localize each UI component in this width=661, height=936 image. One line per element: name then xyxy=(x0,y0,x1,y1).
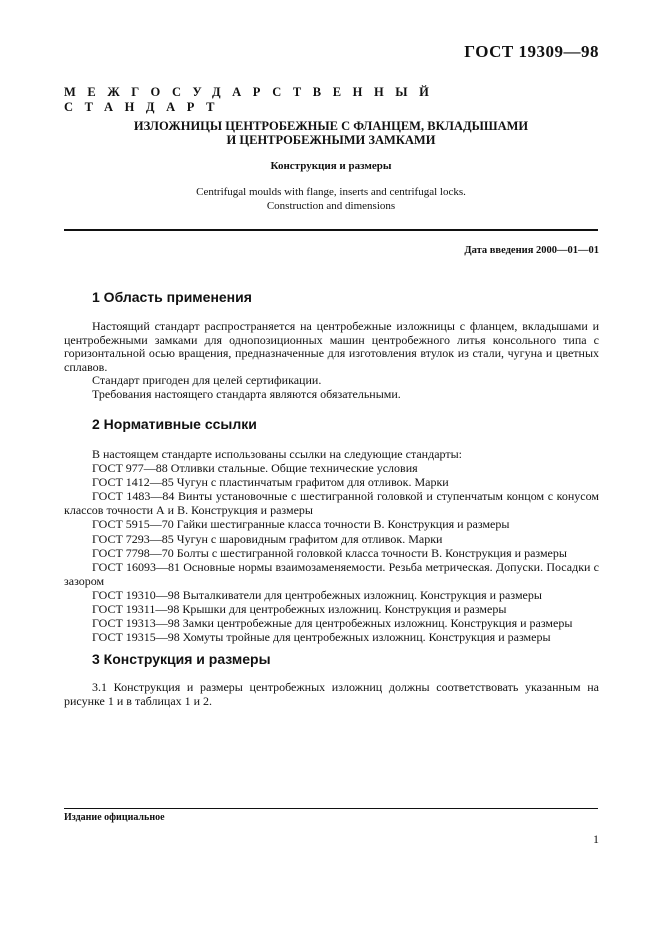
section2-heading: 2 Нормативные ссылки xyxy=(92,416,257,432)
reference-item: ГОСТ 16093—81 Основные нормы взаимозаменяемости. Резьба метрическая. Допуски. Посадки с зазором xyxy=(64,559,599,588)
section1-paragraph: Требования настоящего стандарта являются обязательными. xyxy=(92,386,401,401)
document-title-ru xyxy=(64,119,598,147)
section1-paragraph: Настоящий стандарт распространяется на центробежные изложницы с фланцем, вкладышами и центробежными замками для однопозиционных машин центробежного литья консольного типа с горизонтальной осью вращения, предназначенные для изготовления втулок из стали, чугуна и цветных сплавов. xyxy=(64,319,599,374)
reference-item: ГОСТ 19310—98 Выталкиватели для центробежных изложниц. Конструкция и размеры xyxy=(92,587,542,602)
standard-code: ГОСТ 19309—98 xyxy=(464,42,599,61)
document-subtitle-ru: Конструкция и размеры xyxy=(270,160,392,172)
section2-intro: В настоящем стандарте использованы ссылки на следующие стандарты: xyxy=(92,447,463,461)
reference-item: ГОСТ 5915—70 Гайки шестигранные класса точности В. Конструкция и размеры xyxy=(92,517,510,532)
section1-body xyxy=(64,320,599,401)
reference-item: ГОСТ 7798—70 Болты с шестигранной головкой класса точности В. Конструкция и размеры xyxy=(92,545,567,560)
title-ru-line2: И ЦЕНТРОБЕЖНЫМИ ЗАМКАМИ xyxy=(226,133,436,147)
reference-item: ГОСТ 977—88 Отливки стальные. Общие технические условия xyxy=(92,461,418,476)
official-edition-label: Издание официальное xyxy=(64,812,165,823)
section2-body xyxy=(64,447,599,644)
reference-item: ГОСТ 1412—85 Чугун с пластинчатым графитом для отливок. Марки xyxy=(92,475,449,490)
page-number: 1 xyxy=(593,832,599,846)
reference-item: ГОСТ 1483—84 Винты установочные с шестигранной головкой и ступенчатым концом с конусом классов точности А и В. Конструкция и размеры xyxy=(64,489,599,518)
section3-paragraph: 3.1 Конструкция и размеры центробежных изложниц должны соответствовать указанным на рисунке 1 и в таблицах 1 и 2. xyxy=(64,680,599,708)
section3-body xyxy=(64,681,599,708)
intro-date: Дата введения 2000—01—01 xyxy=(464,245,599,256)
title-en-line1: Centrifugal moulds with flange, inserts and centrifugal locks. xyxy=(196,186,466,198)
title-ru-line1: ИЗЛОЖНИЦЫ ЦЕНТРОБЕЖНЫЕ С ФЛАНЦЕМ, ВКЛАДЫШАМИ xyxy=(133,119,529,133)
section1-paragraph: Стандарт пригоден для целей сертификации. xyxy=(92,373,322,387)
section1-heading: 1 Область применения xyxy=(92,289,252,305)
reference-item: ГОСТ 19311—98 Крышки для центробежных изложниц. Конструкция и размеры xyxy=(92,602,507,617)
footer-divider xyxy=(64,808,598,809)
reference-item: ГОСТ 19313—98 Замки центробежные для центробежных изложниц. Конструкция и размеры xyxy=(92,616,573,631)
reference-item: ГОСТ 7293—85 Чугун с шаровидным графитом для отливок. Марки xyxy=(92,531,443,546)
header-divider xyxy=(64,229,598,231)
interstate-standard-banner: МЕЖГОСУДАРСТВЕННЫЙ СТАНДАРТ xyxy=(64,85,441,114)
document-title-en xyxy=(64,185,598,213)
section3-heading: 3 Конструкция и размеры xyxy=(92,651,271,667)
title-en-line2: Construction and dimensions xyxy=(266,200,396,212)
reference-item: ГОСТ 19315—98 Хомуты тройные для центробежных изложниц. Конструкция и размеры xyxy=(92,630,551,645)
